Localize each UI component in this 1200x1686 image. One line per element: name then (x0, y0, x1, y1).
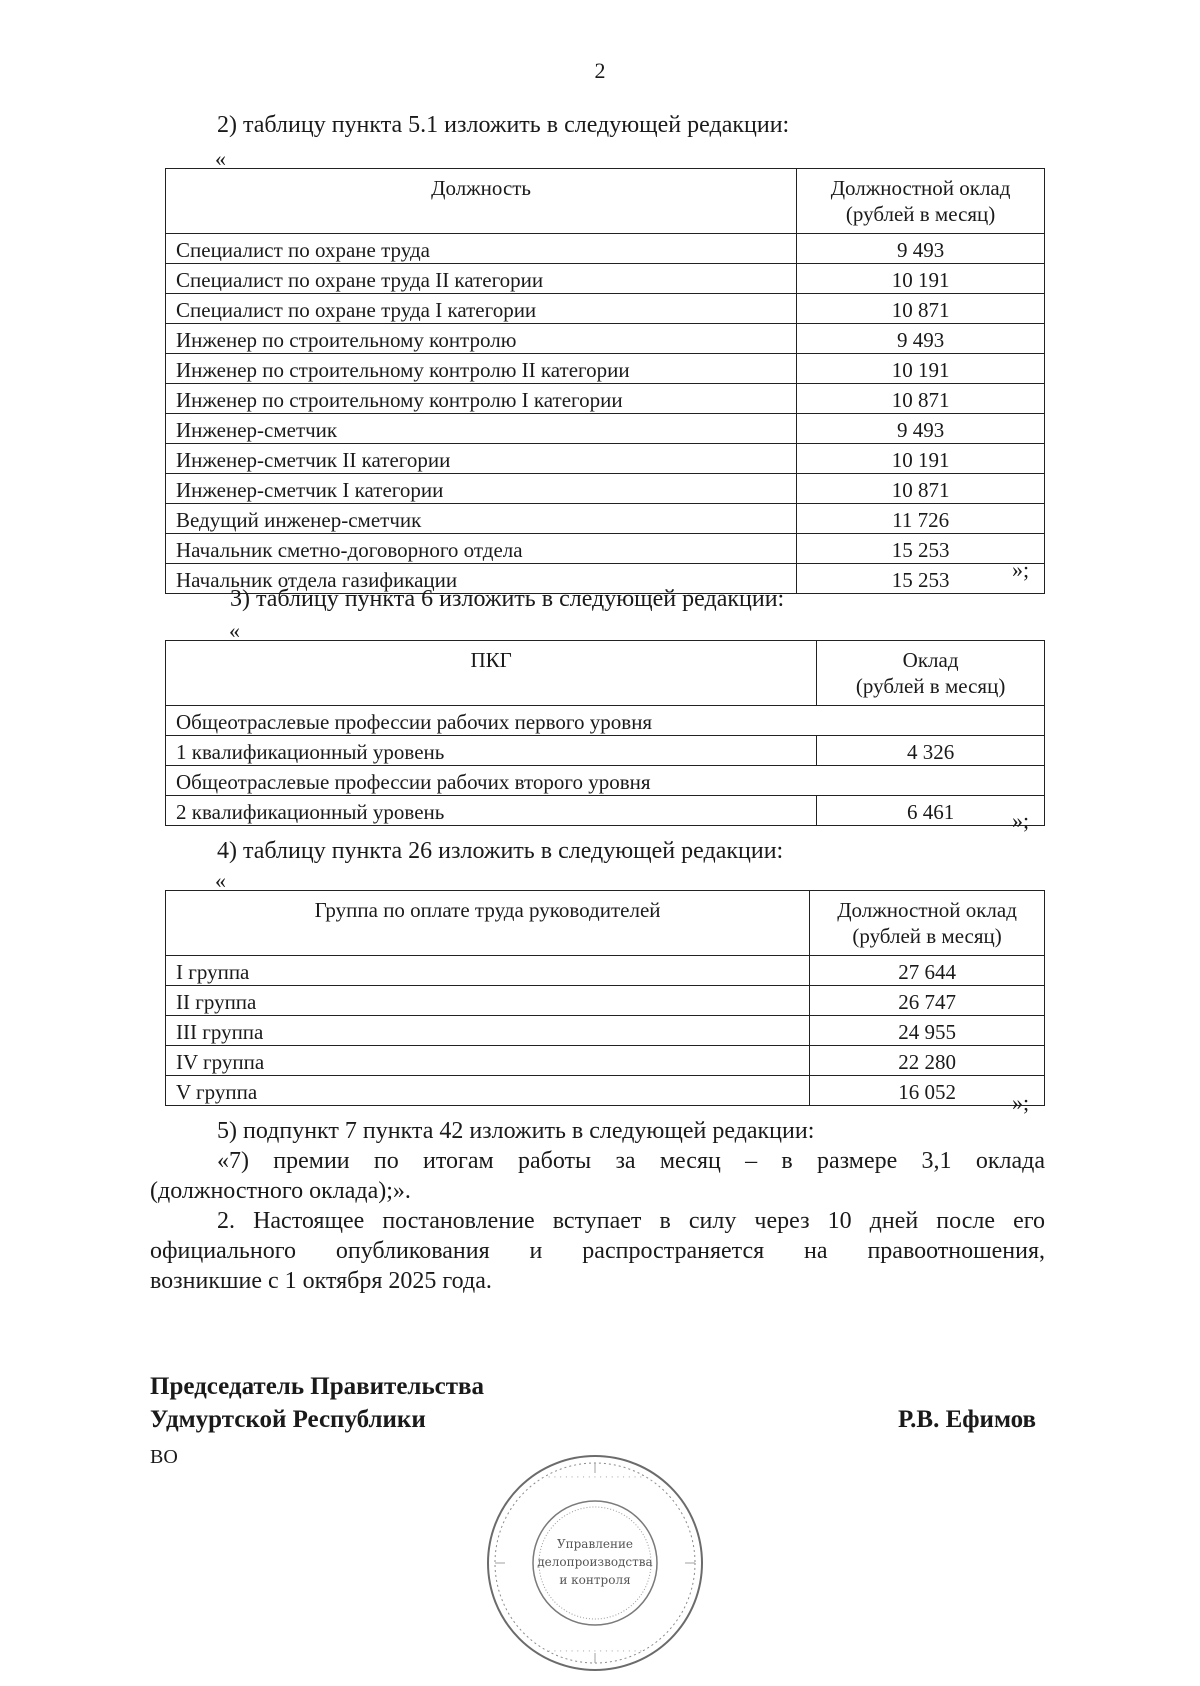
column-header-salary (810, 891, 1045, 956)
item3-open-quote: « (229, 618, 240, 643)
item3-close-quote: »; (1012, 808, 1030, 833)
salary-cell: 10 871 (797, 294, 1045, 324)
salary-cell: 10 191 (797, 264, 1045, 294)
column-header-salary-unit: (рублей в месяц) (845, 202, 996, 226)
position-cell: Инженер-сметчик (166, 414, 797, 444)
group-cell: III группа (166, 1016, 810, 1046)
item4-open-quote: « (215, 868, 226, 893)
group-cell: I группа (166, 956, 810, 986)
group-cell: V группа (166, 1076, 810, 1106)
signatory-name: Р.В. Ефимов (898, 1406, 1037, 1433)
level-cell: 1 квалификационный уровень (166, 736, 817, 766)
salary-cell: 16 052 (810, 1076, 1045, 1106)
table-row (166, 736, 1045, 766)
table-group-row (166, 766, 1045, 796)
item5-text-line2: (должностного оклада);». (150, 1178, 411, 1204)
svg-text:· · · · · · · · · · · · · · ·: · · · · · · · · · · · · · · · · · (547, 1473, 643, 1483)
table-row (166, 354, 1045, 384)
position-cell: Ведущий инженер-сметчик (166, 504, 797, 534)
table-row (166, 534, 1045, 564)
group-cell: II группа (166, 986, 810, 1016)
salary-cell: 15 253 (797, 534, 1045, 564)
position-cell: Начальник сметно-договорного отдела (166, 534, 797, 564)
position-cell: Инженер по строительному контролю (166, 324, 797, 354)
column-header-position: Должность (166, 169, 797, 234)
salary-cell: 11 726 (797, 504, 1045, 534)
table-header-row (166, 641, 1045, 706)
position-cell: Начальник отдела газификации (166, 564, 797, 594)
position-cell: Специалист по охране труда (166, 234, 797, 264)
page-number: 2 (594, 58, 606, 83)
salary-cell: 6 461 (817, 796, 1045, 826)
salary-cell: 26 747 (810, 986, 1045, 1016)
salary-cell: 10 871 (797, 384, 1045, 414)
salary-cell: 27 644 (810, 956, 1045, 986)
signatory-title-line2: Удмуртской Республики (150, 1406, 426, 1433)
seal-line2: делопроизводства (537, 1555, 653, 1569)
column-header-pkg: ПКГ (166, 641, 817, 706)
column-header-salary (817, 641, 1045, 706)
salary-cell: 10 191 (797, 354, 1045, 384)
column-header-salary-title: Оклад (902, 648, 959, 672)
item5-heading: 5) подпункт 7 пункта 42 изложить в следующей редакции: (217, 1118, 815, 1144)
svg-text:· · · · · · · · · · · · · · ·: · · · · · · · · · · · · · · · · · (547, 1647, 643, 1657)
item4-heading: 4) таблицу пункта 26 изложить в следующей редакции: (217, 838, 784, 864)
column-header-group: Группа по оплате труда руководителей (166, 891, 810, 956)
position-cell: Инженер-сметчик I категории (166, 474, 797, 504)
seal-line3: и контроля (559, 1573, 631, 1587)
item2-close-quote: »; (1012, 557, 1030, 582)
item4-table (165, 890, 1045, 1106)
table-row (166, 234, 1045, 264)
table-row (166, 504, 1045, 534)
item2-table (165, 168, 1045, 594)
official-seal (480, 1448, 710, 1678)
salary-cell: 4 326 (817, 736, 1045, 766)
salary-cell: 15 253 (797, 564, 1045, 594)
group-cell: Общеотраслевые профессии рабочих первого уровня (166, 706, 1045, 736)
item2-heading: 2) таблицу пункта 5.1 изложить в следующей редакции: (217, 112, 790, 138)
salary-cell: 22 280 (810, 1046, 1045, 1076)
table-row (166, 264, 1045, 294)
salary-cell: 9 493 (797, 414, 1045, 444)
table-group-row (166, 706, 1045, 736)
clause2-line1: 2. Настоящее постановление вступает в силу через 10 дней после его (217, 1208, 1045, 1234)
table-row (166, 796, 1045, 826)
table-header-row (166, 891, 1045, 956)
table-row (166, 384, 1045, 414)
table-row (166, 444, 1045, 474)
group-cell: IV группа (166, 1046, 810, 1076)
position-cell: Инженер по строительному контролю II категории (166, 354, 797, 384)
table-row (166, 1016, 1045, 1046)
table-row (166, 1076, 1045, 1106)
item4-close-quote: »; (1012, 1090, 1030, 1115)
salary-cell: 9 493 (797, 324, 1045, 354)
table-row (166, 294, 1045, 324)
table-row (166, 986, 1045, 1016)
level-cell: 2 квалификационный уровень (166, 796, 817, 826)
signatory-title-line1: Председатель Правительства (150, 1373, 485, 1400)
column-header-salary (797, 169, 1045, 234)
salary-cell: 9 493 (797, 234, 1045, 264)
table-row (166, 1046, 1045, 1076)
salary-cell: 10 871 (797, 474, 1045, 504)
executor-initials: ВО (150, 1446, 178, 1468)
column-header-salary-unit: (рублей в месяц) (852, 924, 1002, 948)
table-header-row (166, 169, 1045, 234)
column-header-salary-title: Должностной оклад (830, 176, 1011, 200)
position-cell: Специалист по охране труда II категории (166, 264, 797, 294)
position-cell: Специалист по охране труда I категории (166, 294, 797, 324)
item3-heading: 3) таблицу пункта 6 изложить в следующей редакции: (230, 586, 785, 612)
clause2-line3: возникшие с 1 октября 2025 года. (150, 1268, 492, 1294)
table-row (166, 414, 1045, 444)
group-cell: Общеотраслевые профессии рабочих второго уровня (166, 766, 1045, 796)
item5-text-line1: «7) премии по итогам работы за месяц – в размере 3,1 оклада (217, 1148, 1045, 1174)
table-row (166, 324, 1045, 354)
position-cell: Инженер-сметчик II категории (166, 444, 797, 474)
item3-table (165, 640, 1045, 826)
column-header-salary-title: Должностной оклад (837, 898, 1017, 922)
seal-line1: Управление (556, 1537, 634, 1551)
salary-cell: 24 955 (810, 1016, 1045, 1046)
position-cell: Инженер по строительному контролю I категории (166, 384, 797, 414)
salary-cell: 10 191 (797, 444, 1045, 474)
clause2-line2: официального опубликования и распространяется на правоотношения, (150, 1238, 1045, 1264)
item2-open-quote: « (215, 146, 226, 171)
column-header-salary-unit: (рублей в месяц) (855, 674, 1006, 698)
table-row (166, 474, 1045, 504)
table-row (166, 956, 1045, 986)
